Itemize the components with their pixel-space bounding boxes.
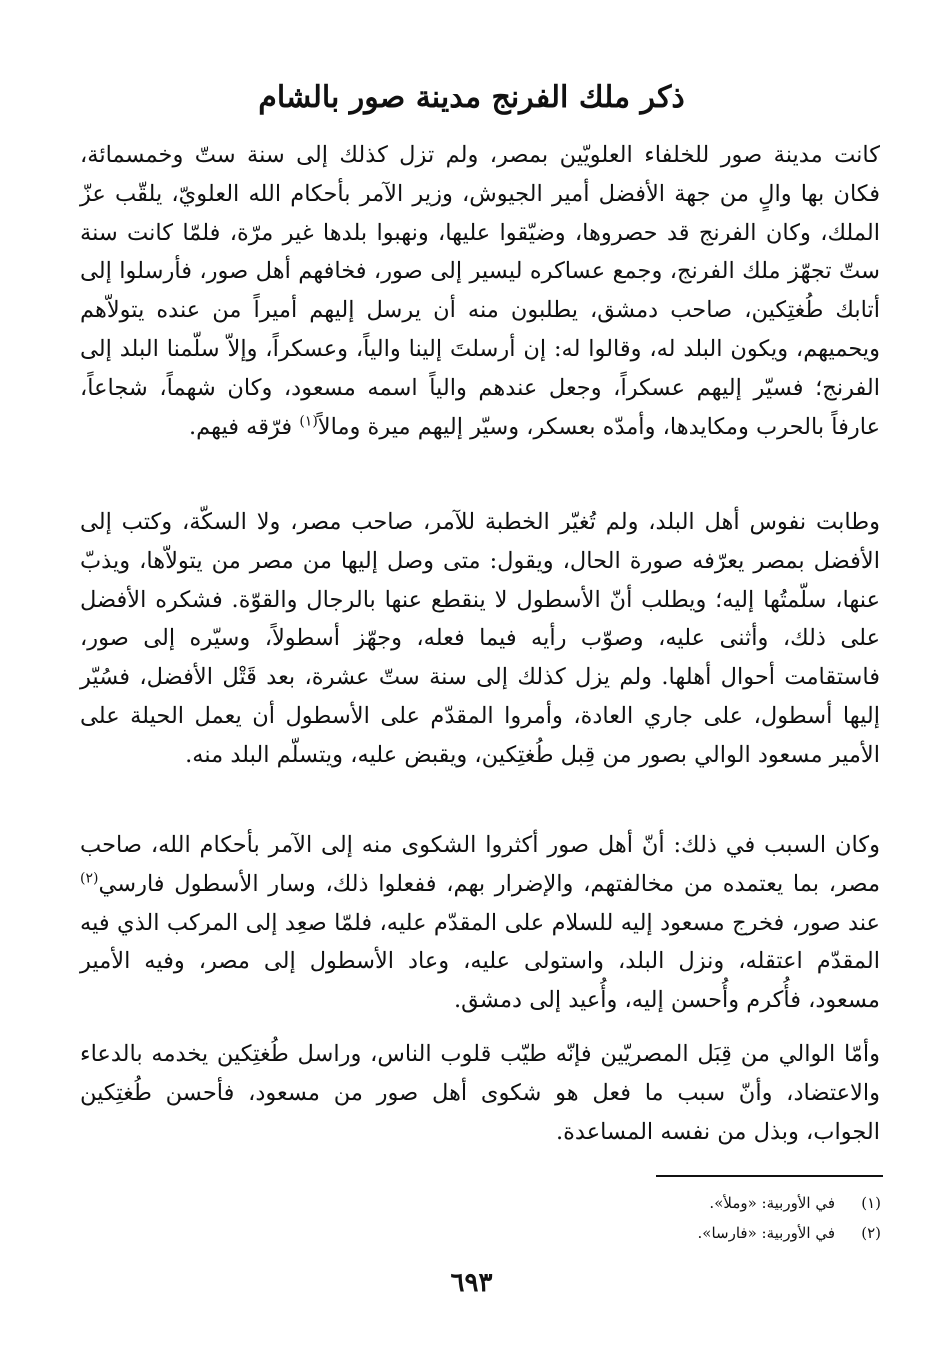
footnote-1-text: في الأوربية: «وملأ». bbox=[709, 1194, 835, 1212]
footnote-1-number: (١) bbox=[861, 1194, 881, 1212]
footnote-divider bbox=[656, 1175, 883, 1177]
footnote-1 bbox=[481, 1188, 881, 1218]
footnote-2-text: في الأوربية: «فارسا». bbox=[697, 1224, 835, 1242]
footnotes bbox=[481, 1188, 881, 1248]
footnote-2 bbox=[481, 1218, 881, 1248]
paragraph-3-text-end: عند صور، فخرج مسعود إليه للسلام على المقدّم عليه، فلمّا صعِد إلى المركب الذي فيه المقدّم اعتقله، ونزل البلد، واستولى عليه، وعاد الأسطول إلى مصر، وفيه الأمير مسعود، فأُكرم وأُحسن إليه، وأُعيد إلى دمشق. bbox=[80, 909, 880, 1014]
chapter-title: ذكر ملك الفرنج مدينة صور بالشام bbox=[258, 80, 685, 115]
paragraph-3 bbox=[80, 826, 880, 1020]
paragraph-3-text: وكان السبب في ذلك: أنّ أهل صور أكثروا الشكوى منه إلى الآمر بأحكام الله، صاحب مصر، بما يعتمده من مخالفتهم، والإضرار بهم، ففعلوا ذلك، وسار الأسطول فارسي bbox=[80, 832, 880, 897]
paragraph-1 bbox=[80, 136, 880, 446]
paragraph-4: وأمّا الوالي من قِبَل المصريّين فإنّه طيّب قلوب الناس، وراسل طُغتِكين يخدمه بالدعاء والاعتضاد، وأنّ سبب ما فعل هو شكوى أهل صور من مسعود، فأحسن طُغتِكين الجواب، وبذل من نفسه المساعدة. bbox=[80, 1041, 880, 1145]
footnote-ref-2: (٢) bbox=[80, 870, 99, 887]
paragraph-2: وطابت نفوس أهل البلد، ولم تُغيّر الخطبة للآمر، صاحب مصر، ولا السكّة، وكتب إلى الأفضل بمصر يعرّفه صورة الحال، ويقول: متى وصل إليها من مصر من يتولاّها، ويذبّ عنها، سلّمتُها إليه؛ ويطلب أنّ الأسطول لا ينقطع عنها بالرجال والقوّة. فشكره الأفضل على ذلك، وأثنى عليه، وصوّب رأيه فيما فعله، وجهّز أسطولاً، وسيّره إلى صور، فاستقامت أحوال أهلها. ولم يزل كذلك إلى سنة ستّ عشرة، بعد قَتْل الأفضل، فسُيّر إليها أسطول، على جاري العادة، وأمروا المقدّم على الأسطول أن يعمل الحيلة على الأمير مسعود الوالي بصور من قِبل طُغتِكين، ويقبض عليه، ويتسلّم البلد منه. bbox=[80, 509, 880, 768]
page-number: ٦٩٣ bbox=[450, 1268, 493, 1298]
paragraph-1-text: كانت مدينة صور للخلفاء العلويّين بمصر، ولم تزل كذلك إلى سنة ستّ وخمسمائة، فكان بها والٍ من جهة الأفضل أمير الجيوش، وزير الآمر بأحكام الله العلويّ، يلقّب عزّ الملك، وكان الفرنج قد حصروها، وضيّقوا عليها، ونهبوا بلدها غير مرّة، فلمّا كانت سنة ستّ تجهّز ملك الفرنج، وجمع عساكره ليسير إلى صور، فخافهم أهل صور، فأرسلوا إلى أتابك طُغتِكين، صاحب دمشق، يطلبون منه أن يرسل إليهم أميراً من عنده يتولاّهم ويحميهم، ويكون البلد له، وقالوا له: إن أرسلتَ إلينا والياً، وعسكراً، وإلاّ سلّمنا البلد إلى الفرنج؛ فسيّر إليهم عسكراً، وجعل عندهم والياً اسمه مسعود، وكان شهماً، شجاعاً، عارفاً بالحرب ومكايدها، وأمدّه بعسكر، وسيّر إليهم ميرة ومالاً bbox=[80, 142, 880, 440]
footnote-ref-1: (١) bbox=[299, 413, 318, 430]
paragraph-1-text-end: فرّقه فيهم. bbox=[188, 413, 300, 440]
footnote-2-number: (٢) bbox=[861, 1224, 881, 1242]
